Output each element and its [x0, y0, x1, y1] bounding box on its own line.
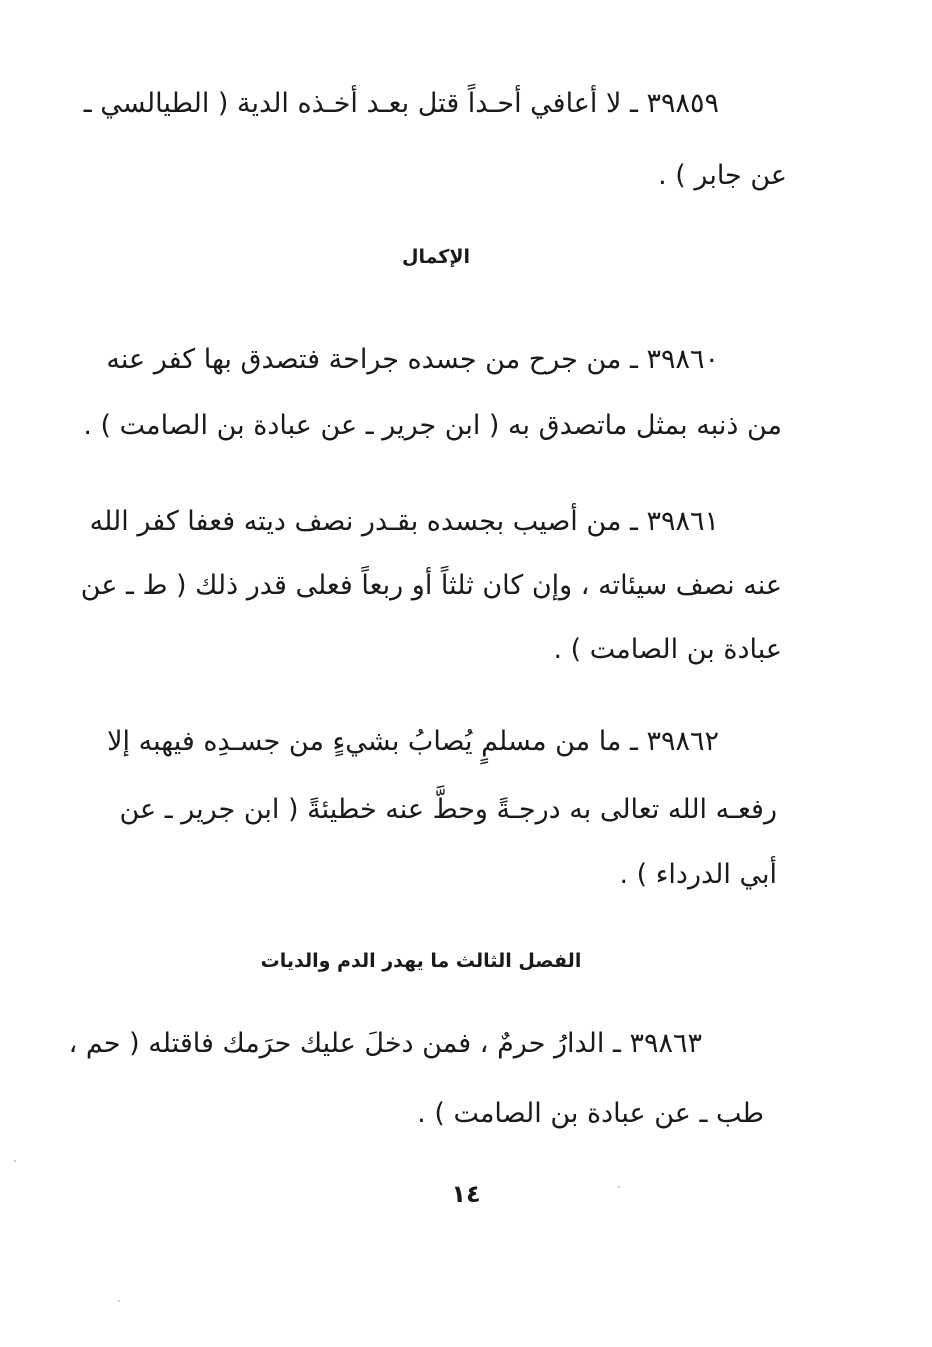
hadith-39860-line-2: من ذنبه بمثل ماتصدق به ( ابن جرير ـ عن عبادة بن الصامت ) .	[83, 410, 782, 441]
scan-speck	[14, 1160, 16, 1162]
hadith-39863-line-1: ٣٩٨٦٣ ـ الدارُ حرمٌ ، فمن دخلَ عليك حرَمك فاقتله ( حم ،	[68, 1028, 702, 1059]
scan-speck	[618, 1186, 620, 1188]
section-heading-chapter-3: الفصل الثالث ما يهدر الدم والديات	[260, 950, 582, 972]
hadith-39862-line-1: ٣٩٨٦٢ ـ ما من مسلمٍ يُصابُ بشيءٍ من جسـدِه فيهبه إلا	[107, 726, 719, 757]
page-number: ١٤	[451, 1180, 481, 1208]
section-heading-ikmal: الإكمال	[401, 246, 471, 268]
hadith-39861-line-2: عنه نصف سيئاته ، وإن كان ثلثاً أو ربعاً فعلى قدر ذلك ( ط ـ عن	[80, 570, 782, 601]
hadith-39861-line-3: عبادة بن الصامت ) .	[553, 634, 782, 665]
scan-speck	[118, 1300, 120, 1302]
hadith-39859-line-1: ٣٩٨٥٩ ـ لا أعافي أحـداً قتل بعـد أخـذه الدية ( الطيالسي ـ	[83, 88, 719, 119]
hadith-39859-line-2: عن جابر ) .	[658, 160, 787, 191]
hadith-39863-line-2: طب ـ عن عبادة بن الصامت ) .	[417, 1098, 764, 1129]
hadith-39862-line-2: رفعـه الله تعالى به درجـةً وحطَّ عنه خطيئةً ( ابن جرير ـ عن	[119, 794, 777, 825]
hadith-39861-line-1: ٣٩٨٦١ ـ من أصيب بجسده بقـدر نصف ديته فعفا كفر الله	[89, 506, 719, 537]
hadith-39860-line-1: ٣٩٨٦٠ ـ من جرح من جسده جراحة فتصدق بها كفر عنه	[106, 344, 719, 375]
hadith-39862-line-3: أبي الدرداء ) .	[619, 859, 777, 890]
